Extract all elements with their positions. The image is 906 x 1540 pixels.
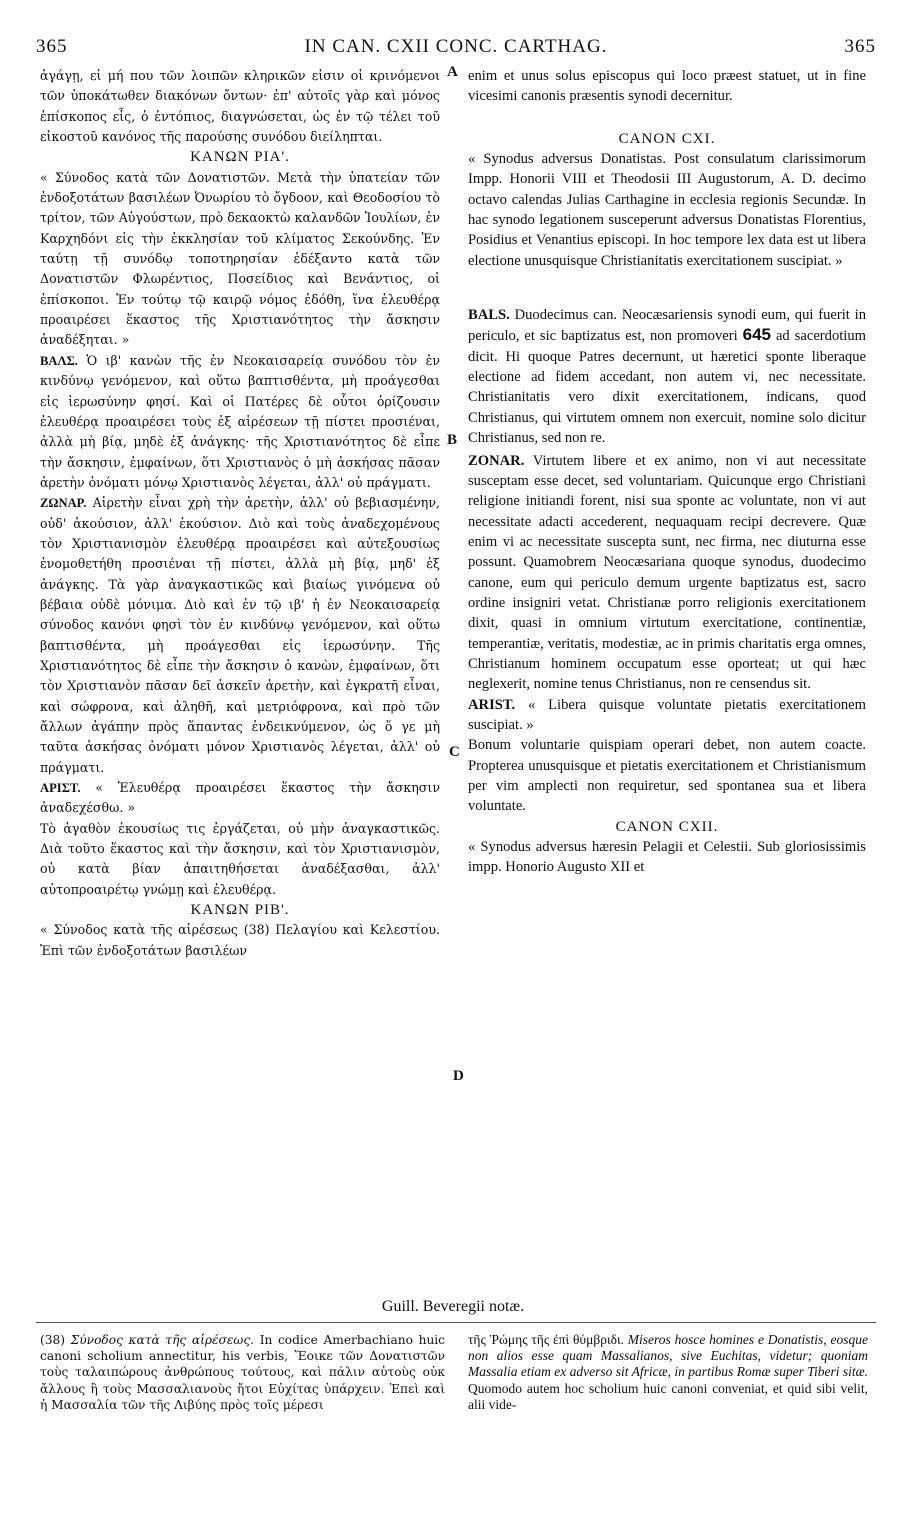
greek-arist-text: Τὸ ἀγαθὸν ἑκουσίως τις ἐργάζεται, οὐ μὴν ἀναγκαστικῶς. Διὰ τοῦτο ἕκαστος καὶ τὴν ἄσκησιν, καὶ τὸν Χριστιανισμὸν, οὐ κατὰ βίαν ἀπαιτηθήσεται ἀναδέξασθαι, ἀλλ' αὐτοπροαιρέτῳ γνώμῃ καὶ ἐλευθέρᾳ. xyxy=(40,820,440,897)
notes-right-column xyxy=(468,1332,868,1413)
greek-bals-text: Ὁ ιβ' κανὼν τῆς ἐν Νεοκαισαρείᾳ συνόδου τὸν ἐν κινδύνῳ γενόμενον, καὶ οὕτω βαπτισθέντα, μὴ προάγεσθαι εἰς ἱερωσύνην φησί. Καὶ οἱ Πατέρες δὲ οὗτοι ὁρίζουσιν ἐλευθέρᾳ προαιρέσει τοὺς ἐξ αἱρέσεων τῇ πίστει προσιέναι, ἀλλὰ μὴ βίᾳ, μηδὲ ἐξ ἀνάγκης· τῆς Χριστιανότητος δὲ εἶπε τὴν ἄσκησιν, ἐμφαίνων, ὅτι Χριστιανὸς ὁ μὴ ἀσκήσας πᾶσαν ἀρετὴν ὀνόματι μόνῳ Χριστιανὸς λέγεται, ἀλλ' οὐ πράγματι. xyxy=(40,352,440,490)
note-right-greek: τῆς Ῥώμης τῆς ἐπὶ θύμβριδι. xyxy=(468,1332,624,1347)
page-header xyxy=(36,36,876,60)
latin-column xyxy=(468,66,866,878)
column-number-645: 645 xyxy=(742,325,771,345)
latin-canon-112-title: CANON CXII. xyxy=(615,818,719,835)
latin-bals-text-b: ad sacerdotium dicit. Hi quoque Patres decernunt, ut hæretici sponte liberaque electione ad fidem accedant, non autem vi, nec necessitate. Christianitatis vero dixit exercitationem, indicans, quod Christianus, qui virtutem omnem non exercuit, nomine solo dicitur Christianus, sed non re. xyxy=(468,328,867,447)
latin-canon-111-title: CANON CXI. xyxy=(618,130,716,147)
greek-zonar-label: ΖΩΝΑΡ. xyxy=(40,496,87,511)
latin-bals-label: BALS. xyxy=(468,307,510,324)
greek-zonar-text: Αἱρετὴν εἶναι χρὴ τὴν ἀρετὴν, ἀλλ' οὐ βεβιασμένην, οὐδ' ἀκούσιον, ἀλλ' ἑκούσιον. Διὸ καὶ τοὺς ἀναδεχομένους τὸν Χριστιανισμὸν ἐλευθέρᾳ προαιρέσει καὶ αὐτεξουσίως ἐνομοθετήθη προσιέναι τῇ πίστει, ἀλλὰ μὴ βίᾳ, μηδ' ἐξ ἀνάγκης. Τὰ γὰρ ἀναγκαστικῶς καὶ βιαίως γινόμενα οὐ βέβαια οὐδὲ μόνιμα. Διὸ καὶ ἐν τῷ ιβ' ἡ ἐν Νεοκαισαρείᾳ σύνοδος κανόνι φησὶ τὸν ἐν κινδύνῳ γενόμενον, καὶ οὕτω βαπτισθέντα, μὴ προάγεσθαι εἰς ἱερωσύνην. Τῆς Χριστιανότητος δὲ εἶπε τὴν ἄσκησιν ὁ κανὼν, ἐμφαίνων, ὅτι τὸν Χριστιανὸν πᾶσαν δεῖ ἀσκεῖν ἀρετὴν, καὶ ἐγκρατῆ εἶναι, καὶ σώφρονα, καὶ ἀληθῆ, καὶ μετριόφρονα, καὶ πρὸ τῶν ἄλλων ἀγάπην πρὸς ἅπαντας ἐνδεικνύμενον, ὡς ὅ γε μὴ ταῦτα ἀσκήσας ὀνόματι μόνον Χριστιανὸς λέγεται, ἀλλ' οὐ πράγματι. xyxy=(40,495,440,775)
latin-arist-label: ARIST. xyxy=(468,696,516,713)
greek-arist-paragraph xyxy=(40,778,440,819)
greek-zonar-paragraph xyxy=(40,493,440,778)
page-number-right: 365 xyxy=(844,36,876,57)
greek-column xyxy=(40,66,440,961)
running-title: IN CAN. CXII CONC. CARTHAG. xyxy=(304,36,608,57)
latin-arist-quote: « Libera quisque voluntate pietatis exercitationem suscipiat. » xyxy=(468,696,866,733)
note-number: (38) xyxy=(40,1333,66,1347)
note-right-italic: Miseros hosce homines e Donatistis, eosque non alios esse quam Massalianos, sive Euchitas, videtur; quoniam Massalia etiam ex adverso sit Africæ, in partibus Romæ super Tiberi sitæ. xyxy=(468,1332,868,1380)
notes-divider xyxy=(36,1322,876,1323)
greek-bals-paragraph xyxy=(40,351,440,493)
latin-arist-paragraph xyxy=(468,695,866,736)
latin-bals-text-a: Duodecimus can. Neocæsariensis synodi eum, qui fuerit in periculo, et sic baptizatus est, non promoveri xyxy=(468,307,866,345)
latin-zonar-text: Virtutem libere et ex animo, non vi aut necessitate susceptam esse decet, sed voluntariam. Quicunque ergo Christiani religione initiandi forent, nisi sua sponte ac voluntate, non vi aut necessitate adacti accederent, nequaquam recipi decrevere. Quæ enim vi ac necessitate suscepta sunt, nec firma, nec diuturna esse possunt. Quamobrem Neocæsariana quoque synodus, duodecimo canone, eum qui periculo demum urgente baptizatus est, sacro ordine insigniri vetat. Christianæ porro religionis exercitationem dixit, quasi in omnium virtutum exercitatione, continentiæ, temperantiæ, veritatis, modestiæ, ac in primis charitatis erga omnes, Christianum hominem occupatum esse oporteat; ut qui hæc neglexerit, nomine tenus Christianus, non re censendus sit. xyxy=(468,452,866,693)
latin-zonar-paragraph xyxy=(468,451,866,695)
latin-canon-112-text: « Synodus adversus hæresin Pelagii et Celestii. Sub gloriosissimis impp. Honorio Augusto XII et xyxy=(468,839,866,876)
notes-left-column xyxy=(40,1332,445,1413)
note-right-paragraph xyxy=(468,1332,868,1413)
latin-arist-text: Bonum voluntarie quispiam operari debet, non autem coacte. Propterea unusquisque et pietatis exercitationem et Christianismum per vim amplecti non requiretur, sed spontanea sua et libera voluntate. xyxy=(468,737,866,815)
margin-letter-b: B xyxy=(447,432,458,448)
note-38 xyxy=(40,1332,445,1413)
note-left-text: In codice Amerbachiano huic canoni scholium annectitur, his verbis, Ἔοικε τῶν Δονατιστῶν τοὺς ταλαιπώρους ἀνθρώπους τούτους, καὶ πάλιν αὐτοὺς οὐκ ἄλλους ἢ τοὺς Μασσαλιανοὺς ἤτοι Εὐχίτας ὑπάρχειν. Ἐπεὶ καὶ ἡ Μασσαλία τῶν τῆς Λιβύης πρὸς τοῖς μέρεσι xyxy=(40,1333,446,1412)
greek-canon-112-title: ΚΑΝΩΝ ΡΙΒ'. xyxy=(190,902,290,919)
greek-canon-111-text: « Σύνοδος κατὰ τῶν Δονατιστῶν. Μετὰ τὴν ὑπατείαν τῶν ἐνδοξοτάτων βασιλέων Ὀνωρίου τὸ ὄγδοον, καὶ Θεοδοσίου τὸ τρίτον, τῶν Αὐγούστων, πρὸ δεκαοκτὼ καλανδῶν Ἰουλίων, ἐν Καρχηδόνι εἰς τὴν ἐκκλησίαν τοῦ κλίματος Σεκούνδης. Ἐν ταύτῃ τῇ συνόδῳ τοποτηρησίαν ἐδέξαντο κατὰ τῶν Δονατιστῶν Φλωρέντιος, Ποσείδιος καὶ Βενάντιος, οἱ ἐπίσκοποι. Ἐν τούτῳ τῷ καιρῷ νόμος ἐδόθη, ἵνα ἐλευθέρᾳ προαιρέσει ἕκαστος τῆς Χριστιανότητος τὴν ἄσκησιν ἀναδέξηται. » xyxy=(40,169,440,348)
margin-letter-c: C xyxy=(449,744,460,760)
note-lemma: Σύνοδος κατὰ τῆς αἱρέσεως. xyxy=(70,1333,255,1347)
latin-zonar-label: ZONAR. xyxy=(468,452,525,469)
margin-letter-d: D xyxy=(453,1068,464,1084)
latin-bals-paragraph xyxy=(468,305,866,448)
greek-canon-111-title: ΚΑΝΩΝ ΡΙΑ'. xyxy=(190,149,290,166)
greek-bals-label: ΒΑΛΣ. xyxy=(40,353,78,368)
greek-arist-label: ΑΡΙΣΤ. xyxy=(40,781,81,796)
greek-canon-112-text: « Σύνοδος κατὰ τῆς αἱρέσεως (38) Πελαγίου καὶ Κελεστίου. Ἐπὶ τῶν ἐνδοξοτάτων βασιλέων xyxy=(40,922,440,958)
latin-canon-111-text: « Synodus adversus Donatistas. Post consulatum clarissimorum Impp. Honorii VIII et Theodosii III Augustorum, A. D. decimo octavo calendas Julias Carthagine in ecclesia regionis Secundæ. In hac synodo legationem susceperunt adversus Donatistas Florentius, Posidius et Venantius episcopi. In hoc tempore lex data est ut libera electione unusquisque Christianitatis exercitationem suscipiat. » xyxy=(468,151,866,269)
margin-letter-a: A xyxy=(447,64,458,80)
page-number-left: 365 xyxy=(36,36,68,57)
note-right-text: Quomodo autem hoc scholium huic canoni conveniat, et quid sibi velit, alii vide- xyxy=(468,1380,868,1412)
notes-title: Guill. Beveregii notæ. xyxy=(381,1298,525,1315)
greek-arist-quote: « Ἐλευθέρᾳ προαιρέσει ἕκαστος τὴν ἄσκησιν ἀναδεχέσθω. » xyxy=(40,780,440,816)
greek-intro: ἀγάγῃ, εἰ μή που τῶν λοιπῶν κληρικῶν εἰσιν οἱ κρινόμενοι τῶν ὑποκάτωθεν διακόνων ὄντων· ἐπ' αὐτοῖς γὰρ καὶ μόνος ἐπίσκοπος εἷς, ὁ ἐντόπιος, διαγνώσεται, ὡς ἐν τῷ τέλει τοῦ εἰκοστοῦ κανόνος τῆς παρούσης συνόδου διείληπται. xyxy=(40,68,440,145)
latin-intro: enim et unus solus episcopus qui loco præest statuet, ut in fine vicesimi canonis præsentis synodi decernitur. xyxy=(468,68,866,105)
